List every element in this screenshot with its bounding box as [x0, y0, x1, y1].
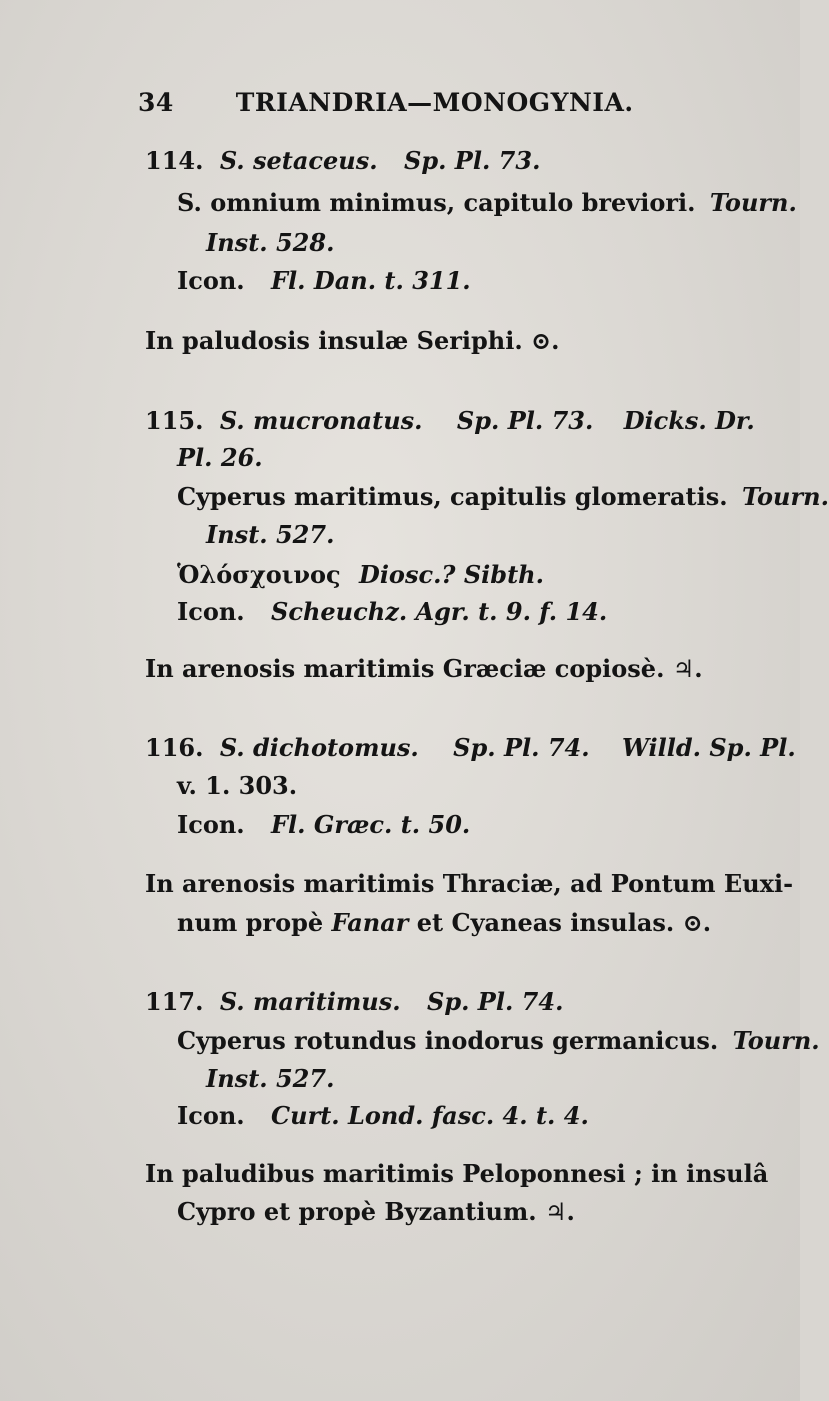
synonym-reference: Inst. 527. — [206, 1064, 335, 1093]
habitat-text: In arenosis maritimis Thraciæ, ad Pontum Euxi- — [145, 869, 794, 898]
entry-heading — [145, 987, 563, 1017]
icon-label: Icon. — [177, 597, 245, 626]
entry-heading — [145, 146, 540, 176]
page-header — [138, 88, 634, 117]
second-reference: Dicks. Dr. — [623, 406, 755, 435]
icon-label: Icon. — [177, 810, 245, 839]
entry-number: 116. — [145, 733, 204, 762]
synonym-line — [177, 1026, 820, 1056]
entry-heading — [145, 733, 796, 763]
icon-reference: Fl. Græc. t. 50. — [271, 810, 471, 839]
icon-label: Icon. — [177, 1101, 245, 1130]
icon-label: Icon. — [177, 266, 245, 295]
synonym-line — [177, 188, 797, 218]
habitat-text: In paludosis insulæ Seriphi. ⊙. — [145, 326, 560, 355]
entry-heading — [145, 406, 755, 436]
habitat-fragment: et Cyaneas insulas. ⊙. — [416, 908, 712, 937]
habitat-text-cont: Cypro et propè Byzantium. ♃. — [177, 1197, 575, 1226]
species-reference: Sp. Pl. 73. — [403, 146, 541, 175]
entry-number: 114. — [145, 146, 204, 175]
species-name: S. maritimus. — [219, 987, 401, 1016]
synonym-author: Tourn. — [732, 1026, 820, 1055]
page-number: 34 — [138, 88, 174, 117]
species-reference: Sp. Pl. 73. — [456, 406, 594, 435]
synonym-text: Cyperus rotundus inodorus germanicus. — [177, 1026, 719, 1055]
habitat-fragment: num propè — [177, 908, 324, 937]
icon-line — [177, 266, 471, 296]
synonym-author: Tourn. — [709, 188, 797, 217]
entry-number: 117. — [145, 987, 204, 1016]
species-name: S. mucronatus. — [219, 406, 423, 435]
species-name: S. dichotomus. — [219, 733, 419, 762]
synonym-reference: Inst. 528. — [206, 228, 335, 257]
synonym-text: S. omnium minimus, capitulo breviori. — [177, 188, 696, 217]
synonym-text: Cyperus maritimus, capitulis glomeratis. — [177, 482, 728, 511]
habitat-text: In paludibus maritimis Peloponnesi ; in insulâ — [145, 1159, 769, 1188]
habitat-text-cont — [177, 908, 711, 938]
second-reference-cont: Pl. 26. — [177, 443, 263, 472]
species-reference: Sp. Pl. 74. — [453, 733, 590, 762]
synonym-reference: Inst. 527. — [206, 520, 335, 549]
habitat-text: In arenosis maritimis Græciæ copiosè. ♃. — [145, 654, 703, 683]
species-name: S. setaceus. — [219, 146, 378, 175]
icon-line — [177, 1101, 589, 1131]
greek-line — [177, 560, 544, 590]
icon-reference: Fl. Dan. t. 311. — [271, 266, 471, 295]
icon-reference: Curt. Lond. fasc. 4. t. 4. — [271, 1101, 589, 1130]
icon-line — [177, 597, 607, 627]
species-reference: Sp. Pl. 74. — [426, 987, 564, 1016]
running-title: TRIANDRIA—MONOGYNIA. — [235, 88, 634, 117]
icon-reference: Scheuchz. Agr. t. 9. f. 14. — [271, 597, 608, 626]
icon-line — [177, 810, 470, 840]
synonym-author: Tourn. — [741, 482, 829, 511]
entry-number: 115. — [145, 406, 204, 435]
second-reference: Willd. Sp. Pl. — [621, 733, 796, 762]
second-reference-cont: v. 1. 303. — [177, 771, 298, 800]
synonym-line — [177, 482, 829, 512]
greek-name: Ὁλόσχοινος — [177, 560, 341, 589]
place-name: Fanar — [331, 908, 409, 937]
greek-reference: Diosc.? Sibth. — [359, 560, 544, 589]
